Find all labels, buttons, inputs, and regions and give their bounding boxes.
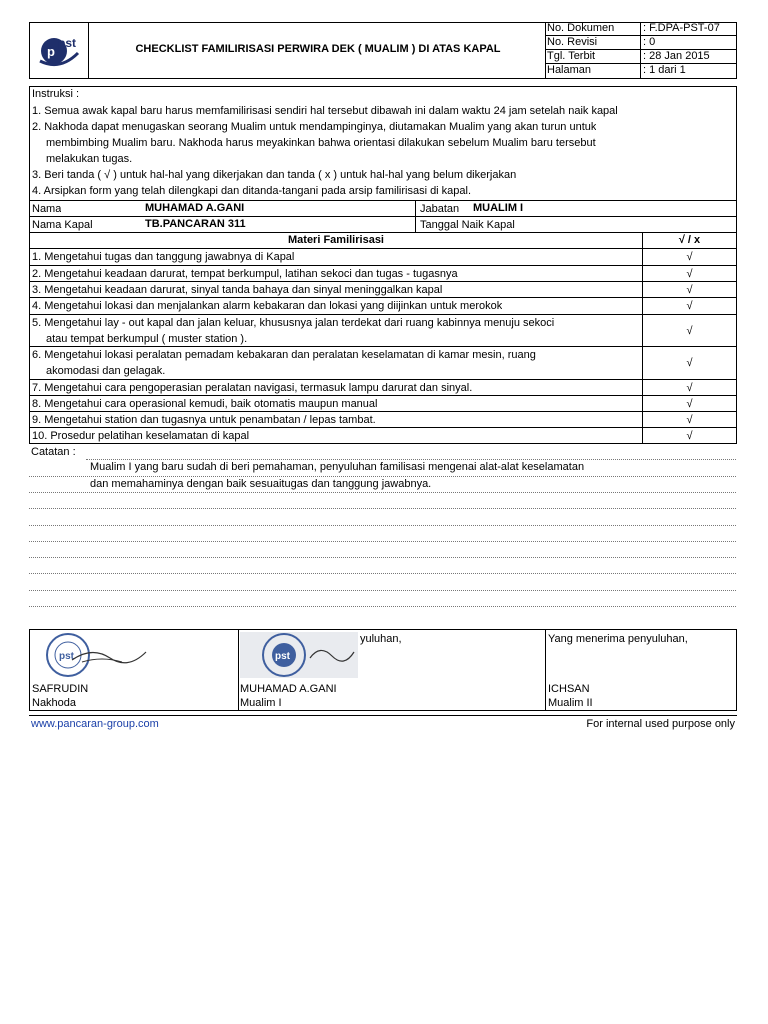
checklist-header-item: Materi Familirisasi [288,234,384,246]
notes-label: Catatan : [31,446,76,458]
checklist-table [29,232,737,444]
meta-value: : 1 dari 1 [640,64,686,78]
signer-name: MUHAMAD A.GANI [240,683,337,695]
checkmark: √ [686,382,693,394]
position-label: Jabatan [420,203,460,215]
instruction-line: 2. Nakhoda dapat menugaskan seorang Mualim untuk mendampinginya, diutamakan Mualim yang akan turun untuk [32,121,597,133]
checkmark: √ [686,284,693,296]
checkmark: √ [686,268,693,280]
checklist-header-mark: √ / x [678,234,701,246]
checklist-row [30,380,736,396]
signer-role: Mualim II [548,697,593,709]
checklist-item-text: 2. Mengetahui keadaan darurat, tempat berkumpul, latihan sekoci dan tugas - tugasnya [32,268,458,280]
svg-text:pst: pst [59,651,74,662]
logo-box [30,23,89,78]
name-label: Nama [32,203,62,215]
svg-text:p: p [47,44,55,59]
name-value: MUHAMAD A.GANI [145,202,245,214]
meta-label: No. Revisi [547,36,598,48]
info-table [29,200,737,233]
checklist-row [30,412,736,428]
ship-stamp-signature [240,632,358,678]
checklist-header-row [30,233,736,249]
master-stamp-signature [32,632,148,678]
instruction-line: 3. Beri tanda ( √ ) untuk hal-hal yang dikerjakan dan tanda ( x ) untuk hal-hal yang belum dikerjakan [32,169,517,181]
checklist-item-text: 10. Prosedur pelatihan keselamatan di kapal [32,430,250,442]
checklist-item-text: 3. Mengetahui keadaan darurat, sinyal tanda bahaya dan sinyal meninggalkan kapal [32,284,443,296]
checklist-item-text: atau tempat berkumpul ( muster station ). [46,333,248,345]
signer-role: Nakhoda [32,697,77,709]
checklist-item-text: 8. Mengetahui cara operasional kemudi, baik otomatis maupun manual [32,398,378,410]
instruction-line: membimbing Mualim baru. Nakhoda harus meyakinkan bahwa orientasi dilakukan sebelum Mualim baru tersebut [46,137,596,149]
notes-line: Mualim I yang baru sudah di beri pemahaman, penyuluhan familisasi mengenai alat-alat keselamatan [90,461,585,473]
signer-role: Mualim I [240,697,282,709]
checklist-item-text: 7. Mengetahui cara pengoperasian peralatan navigasi, termasuk lampu darurat dan sinyal. [32,382,473,394]
checkmark: √ [686,325,693,337]
checkmark: √ [686,414,693,426]
footer-note: For internal used purpose only [586,718,735,730]
checklist-row [30,266,736,282]
document-title: CHECKLIST FAMILIRISASI PERWIRA DEK ( MUALIM ) DI ATAS KAPAL [135,43,501,55]
ship-label: Nama Kapal [32,219,93,231]
checklist-row [30,347,736,380]
meta-value: : 28 Jan 2015 [640,50,710,63]
meta-value: : 0 [640,36,655,49]
position-value: MUALIM I [473,202,524,214]
checklist-item-text: 5. Mengetahui lay - out kapal dan jalan keluar, khususnya jalan terdekat dari ruang kabinnya menuju sekoci [32,317,555,329]
notes-line: dan memahaminya dengan baik sesuaitugas dan tanggung jawabnya. [90,478,432,490]
svg-text:pst: pst [58,36,76,50]
svg-text:pst: pst [275,651,290,662]
checklist-item-text: 9. Mengetahui station dan tugasnya untuk penambatan / lepas tambat. [32,414,376,426]
instruction-line: 1. Semua awak kapal baru harus memfamilirisasi sendiri hal tersebut dibawah ini dalam waktu 24 jam setelah naik kapal [32,105,618,117]
company-logo-icon [38,31,80,74]
document-meta [545,22,737,79]
signature-table [29,629,737,711]
signature-caption: Yang menerima penyuluhan, [548,633,688,645]
checklist-item-text: akomodasi dan gelagak. [46,365,166,377]
footer [29,715,737,733]
checklist-row [30,298,736,315]
meta-value: : F.DPA-PST-07 [640,22,720,35]
signer-name: ICHSAN [548,683,590,695]
ship-value: TB.PANCARAN 311 [145,218,246,230]
checklist-item-text: 6. Mengetahui lokasi peralatan pemadam kebakaran dan peralatan keselamatan di kamar mesin, ruang [32,349,536,361]
boarding-date-label: Tanggal Naik Kapal [420,219,515,231]
instructions-box [29,86,737,201]
meta-label: Tgl. Terbit [547,50,596,62]
checkmark: √ [686,251,693,263]
checklist-item-text: 1. Mengetahui tugas dan tanggung jawabnya di Kapal [32,251,295,263]
checklist-row [30,315,736,347]
instructions-heading: Instruksi : [32,88,80,100]
checkmark: √ [686,430,693,442]
checklist-row [30,249,736,266]
meta-label: Halaman [547,64,592,76]
checklist-item-text: 4. Mengetahui lokasi dan menjalankan alarm kebakaran dan lokasi yang diijinkan untuk merokok [32,300,503,312]
checkmark: √ [686,357,693,369]
signer-name: SAFRUDIN [32,683,89,695]
checklist-row [30,428,736,443]
checkmark: √ [686,398,693,410]
signature-caption: yuluhan, [360,633,402,645]
checkmark: √ [686,300,693,312]
instruction-line: 4. Arsipkan form yang telah dilengkapi dan ditanda-tangani pada arsip familirisasi di kapal. [32,185,472,197]
website-link[interactable]: www.pancaran-group.com [31,718,159,730]
checklist-row [30,396,736,412]
checklist-row [30,282,736,298]
instruction-line: melakukan tugas. [46,153,133,165]
meta-label: No. Dokumen [547,22,615,34]
